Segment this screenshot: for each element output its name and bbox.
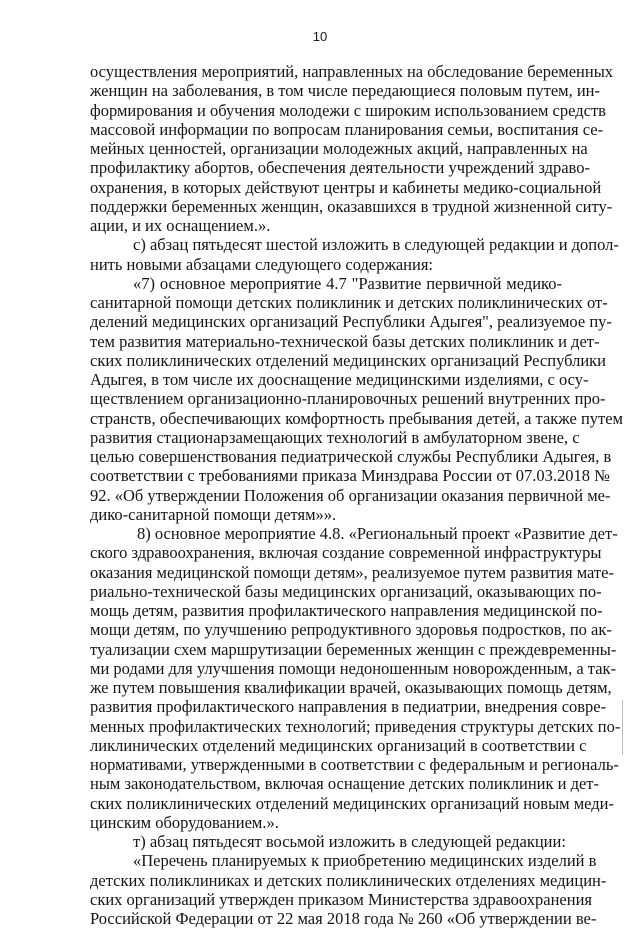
text-line: охранения, в которых действуют центры и кабинеты медико-социальной [90, 177, 602, 197]
text-line: развития стационарзамещающих технологий в амбулаторном звене, с [90, 427, 580, 447]
text-line: тем развития материально-технической базы детских поликлиник и дет- [90, 331, 600, 351]
text-line: нить новыми абзацами следующего содержания: [90, 254, 434, 274]
scan-edge-mark [622, 700, 623, 755]
text-line: туализации схем маршрутизации беременных женщин с преждевременны- [90, 639, 617, 659]
text-line: мощи детям, по улучшению репродуктивного здоровья подростков, по ак- [90, 620, 612, 640]
text-line: оказания медицинской помощи детям», реализуемое путем развития мате- [90, 562, 614, 582]
text-line: ным законодательством, включая оснащение детских поликлиник и дет- [90, 774, 599, 794]
text-line: ми родами для улучшения помощи недоношенным новорожденным, а так- [90, 658, 617, 678]
text-line: странств, обеспечивающих комфортность пребывания детей, а также путем [90, 408, 623, 428]
text-line: цинским оборудованием.». [90, 812, 279, 832]
text-line: ации, и их оснащением.». [90, 216, 271, 235]
text-line: целью совершенствования педиатрической службы Республики Адыгея, в [90, 447, 612, 466]
text-line: ществлением организационно-планировочных решений внутренних про- [90, 389, 606, 409]
text-line: ликлинических отделений медицинских организаций в соответствии с [90, 735, 587, 755]
text-line: санитарной помощи детских поликлиник и детских поликлинических от- [90, 293, 608, 312]
text-line: ского здравоохранения, включая создание современной инфраструктуры [90, 543, 602, 563]
text-line: «Перечень планируемых к приобретению медицинских изделий в [133, 851, 597, 871]
text-line: осуществления мероприятий, направленных на обследование беременных [90, 62, 614, 81]
text-line: ских организаций утвержден приказом Министерства здравоохранения [90, 889, 592, 909]
text-line: детских поликлиниках и детских поликлинических отделениях медицин- [90, 870, 607, 890]
text-line: соответствии с требованиями приказа Минздрава России от 07.03.2018 № [90, 466, 610, 486]
text-line: делений медицинских организаций Республики Адыгея", реализуемое пу- [90, 312, 612, 332]
text-line: дико-санитарной помощи детям»». [90, 504, 337, 524]
text-line: с) абзац пятьдесят шестой изложить в следующей редакции и допол- [133, 235, 619, 255]
text-line: 92. «Об утверждении Положения об организации оказания первичной ме- [90, 485, 611, 505]
text-line: Адыгея, в том числе их дооснащение медицинскими изделиями, с осу- [90, 370, 589, 389]
text-line: профилактику абортов, обеспечения деятельности учреждений здраво- [90, 158, 590, 178]
text-line: менных профилактических технологий; приведения структуры детских по- [90, 716, 621, 736]
text-line: мощь детям, развития профилактического направления медицинской по- [90, 601, 603, 620]
text-line: ских поликлинических отделений медицинских организаций новым меди- [90, 793, 615, 813]
text-line: 8) основное мероприятие 4.8. «Региональный проект «Развитие дет- [137, 524, 618, 543]
text-line: мейных ценностей, организации молодежных акций, направленных на [90, 139, 588, 158]
text-line: формирования и обучения молодежи с широким использованием средств [90, 100, 606, 120]
text-line: массовой информации по вопросам планирования семьи, воспитания се- [90, 119, 604, 139]
text-line: т) абзац пятьдесят восьмой изложить в следующей редакции: [133, 832, 566, 851]
text-line: поддержки беременных женщин, оказавшихся в трудной жизненной ситу- [90, 196, 613, 216]
text-line: развития профилактического направления в педиатрии, внедрения совре- [90, 697, 607, 717]
text-line: нормативами, утвержденными в соответствии с федеральным и региональ- [90, 755, 619, 774]
text-line: Российской Федерации от 22 мая 2018 года № 260 «Об утверждении ве- [90, 909, 597, 928]
text-line: риально-технической базы медицинских организаций, оказывающих по- [90, 581, 602, 601]
page-number: 10 [312, 29, 328, 44]
text-line: же путем повышения квалификации врачей, оказывающих помощь детям, [90, 678, 612, 697]
text-line: «7) основное мероприятие 4.7 "Развитие первичной медико- [133, 273, 562, 293]
document-body [90, 62, 623, 928]
text-line: женщин на заболевания, в том числе передающиеся половым путем, ин- [90, 81, 600, 101]
text-line: ских поликлинических отделений медицинских организаций Республики [90, 350, 606, 370]
